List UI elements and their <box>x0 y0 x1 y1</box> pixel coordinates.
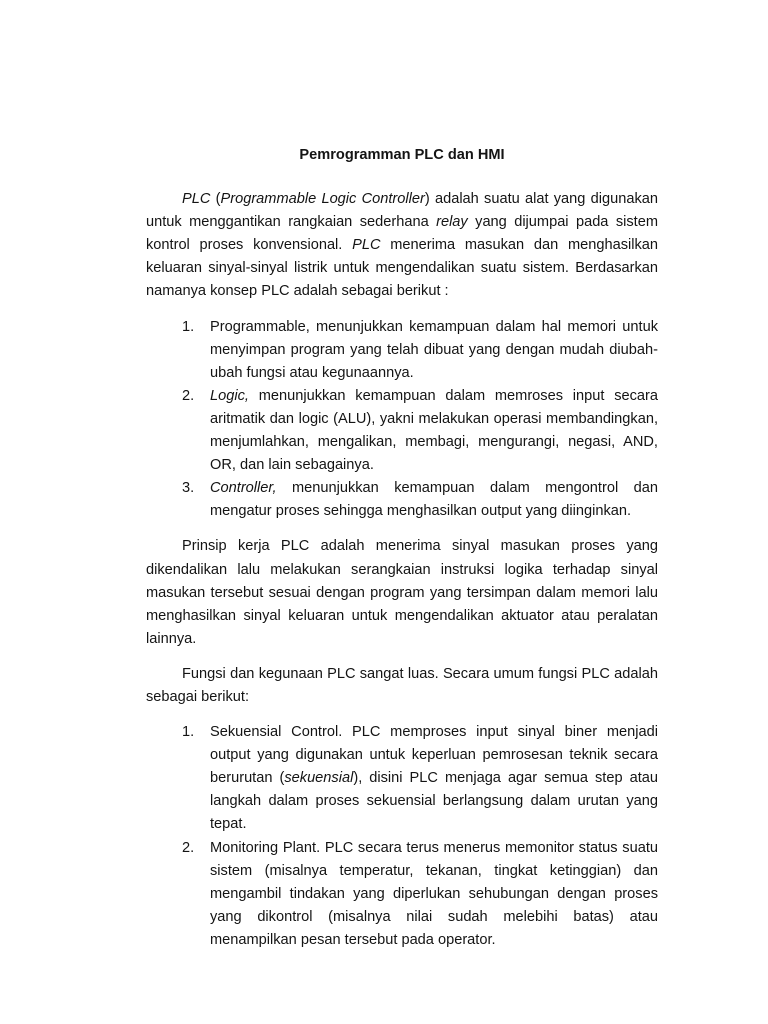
text-run: menerima masukan dan menghasilkan keluaran sinyal-sinyal listrik untuk mengendalikan suatu sistem. Berdasarkan namanya konsep PLC adalah sebagai berikut : <box>146 237 658 300</box>
text-run: ) adalah suatu alat yang digunakan untuk menggantikan rangkaian sederhana <box>146 191 659 231</box>
list-number: 2. <box>182 839 195 856</box>
paragraph-function: Fungsi dan kegunaan PLC sangat luas. Secara umum fungsi PLC adalah sebagai berikut: <box>146 665 658 705</box>
text-run: yang dijumpai pada sistem kontrol proses konvensional. <box>146 214 658 254</box>
italic-term: Programmable Logic Controller <box>220 191 425 208</box>
list-text: menunjukkan kemampuan dalam mengontrol dan mengatur proses sehingga menghasilkan output yang diinginkan. <box>210 480 658 520</box>
paragraph-intro <box>146 188 658 303</box>
list-item <box>146 316 658 385</box>
italic-term: PLC <box>352 237 381 254</box>
list-text: Sekuensial Control. PLC memproses input sinyal biner menjadi output yang digunakan untuk keperluan pemrosesan teknik secara berurutan ( <box>210 724 658 787</box>
page-title: Pemrogramman PLC dan HMI <box>299 147 505 163</box>
list-text: ), disini PLC menjaga agar semua step atau langkah dalam proses sekuensial berlangsung dalam urutan yang tepat. <box>210 770 658 833</box>
text-run: ( <box>210 191 221 208</box>
concept-list <box>146 316 658 524</box>
italic-term: Controller, <box>210 480 277 497</box>
list-text: menunjukkan kemampuan dalam memroses input secara aritmatik dan logic (ALU), yakni melakukan operasi membandingkan, menjumlahkan, mengalikan, membagi, mengurangi, negasi, AND, OR, dan lain sebagainya. <box>210 387 658 474</box>
italic-term: relay <box>436 214 468 231</box>
list-number: 2. <box>182 387 195 404</box>
list-item <box>146 477 658 523</box>
function-list <box>146 721 658 952</box>
italic-term: PLC <box>182 191 211 208</box>
list-item <box>146 385 658 477</box>
list-item <box>146 837 658 952</box>
list-text: Programmable, menunjukkan kemampuan dalam hal memori untuk menyimpan program yang telah dibuat yang dengan mudah diubah-ubah fungsi atau kegunaannya. <box>210 318 658 381</box>
list-text: Monitoring Plant. PLC secara terus menerus memonitor status suatu sistem (misalnya temperatur, tekanan, tingkat ketinggian) dan mengambil tindakan yang diperlukan sehubungan dengan proses yang dikontrol (misalnya nilai sudah melebihi batas) atau menampilkan pesan tersebut pada operator. <box>210 839 658 948</box>
list-number: 3. <box>182 480 195 497</box>
list-number: 1. <box>182 318 195 335</box>
list-item <box>146 721 658 836</box>
paragraph-principle: Prinsip kerja PLC adalah menerima sinyal masukan proses yang dikendalikan lalu melakukan serangkaian instruksi logika terhadap sinyal masukan tersebut sesuai dengan program yang tersimpan dalam memori lalu menghasilkan sinyal keluaran untuk mengendalikan aktuator atau peralatan lainnya. <box>146 538 658 647</box>
italic-term: Logic, <box>210 387 249 404</box>
italic-term: sekuensial <box>284 770 354 787</box>
list-number: 1. <box>182 724 195 741</box>
